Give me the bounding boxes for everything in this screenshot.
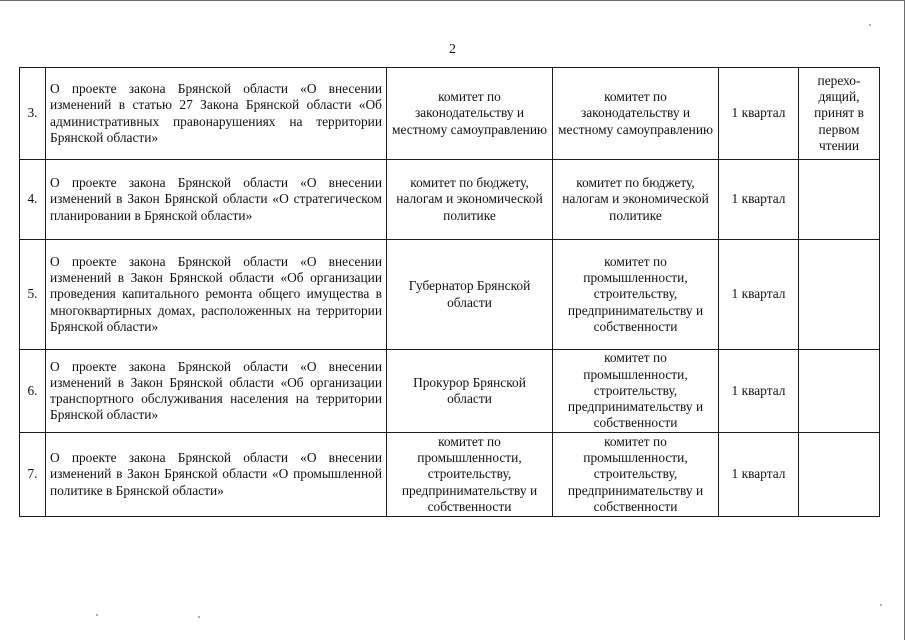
period: 1 квартал [719,350,799,433]
initiator: комитет по промышленности, строительству, предпринимательству и собственности [387,433,553,517]
responsible-committee: комитет по бюджету, налогам и экономической политике [553,160,719,240]
note [799,350,880,433]
scan-speck [96,614,98,616]
row-number: 5. [20,240,46,350]
bill-title: О проекте закона Брянской области «О внесении изменений в Закон Брянской области «Об организации проведения капитального ремонта общего имущества в многоквартирных домах, расположенных на территории Брянской области» [46,240,387,350]
scan-speck [198,616,200,618]
responsible-committee: комитет по законодательству и местному самоуправлению [553,68,719,160]
bill-title: О проекте закона Брянской области «О внесении изменений в статью 27 Закона Брянской области «Об административных правонарушениях на территории Брянской области» [46,68,387,160]
table-row [20,68,880,160]
row-number: 6. [20,350,46,433]
period: 1 квартал [719,433,799,517]
responsible-committee: комитет по промышленности, строительству, предпринимательству и собственности [553,433,719,517]
period: 1 квартал [719,68,799,160]
responsible-committee: комитет по промышленности, строительству, предпринимательству и собственности [553,350,719,433]
bills-table [19,67,880,517]
page-edge-top [0,0,905,1]
initiator: Губернатор Брянской области [387,240,553,350]
bill-title: О проекте закона Брянской области «О внесении изменений в Закон Брянской области «Об организации транспортного обслуживания населения на территории Брянской области» [46,350,387,433]
responsible-committee: комитет по промышленности, строительству, предпринимательству и собственности [553,240,719,350]
bill-title: О проекте закона Брянской области «О внесении изменений в Закон Брянской области «О промышленной политике в Брянской области» [46,433,387,517]
table-row [20,160,880,240]
initiator: комитет по бюджету, налогам и экономической политике [387,160,553,240]
scan-speck [869,24,871,26]
row-number: 7. [20,433,46,517]
row-number: 3. [20,68,46,160]
period: 1 квартал [719,240,799,350]
scan-speck [880,604,882,606]
page-number: 2 [449,42,456,57]
table-row [20,350,880,433]
table-row [20,433,880,517]
note [799,240,880,350]
table-row [20,240,880,350]
note: перехо-дящий, принят в первом чтении [799,68,880,160]
row-number: 4. [20,160,46,240]
bill-title: О проекте закона Брянской области «О внесении изменений в Закон Брянской области «О стратегическом планировании в Брянской области» [46,160,387,240]
initiator: комитет по законодательству и местному самоуправлению [387,68,553,160]
initiator: Прокурор Брянской области [387,350,553,433]
period: 1 квартал [719,160,799,240]
note [799,160,880,240]
note [799,433,880,517]
